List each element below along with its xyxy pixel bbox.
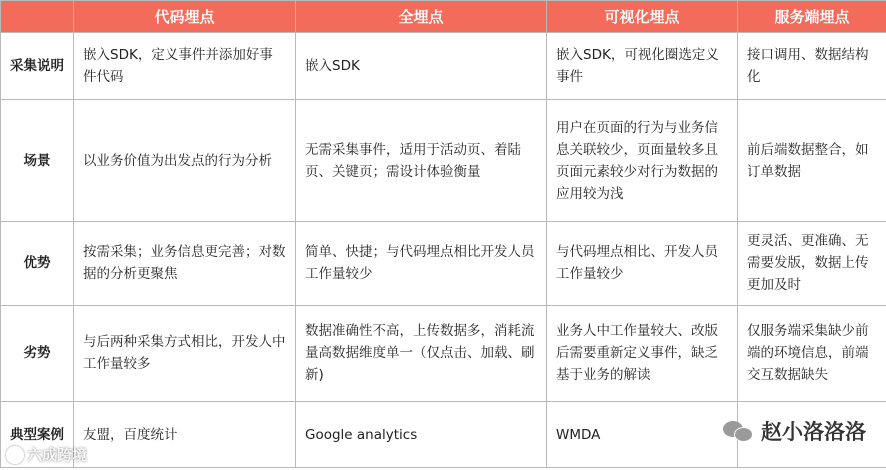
header-visual-tracking: 可视化埋点 <box>547 1 738 33</box>
table-cell: 与后两种采集方式相比，开发人中工作量较多 <box>74 305 296 401</box>
table-row <box>1 33 886 100</box>
table-cell: 数据准确性不高，上传数据多，消耗流量高数据维度单一（仅点击、加载、刷新) <box>296 305 547 401</box>
row-label-disadvantages: 劣势 <box>1 305 74 401</box>
table-cell: 嵌入SDK，可视化圈选定义事件 <box>547 33 738 100</box>
table-row <box>1 100 886 222</box>
table-cell: 嵌入SDK <box>296 33 547 100</box>
row-label-typical-cases: 典型案例 <box>1 402 74 468</box>
row-label-scenario: 场景 <box>1 100 74 222</box>
table-cell: 无需采集事件，适用于活动页、着陆页、关键页；需设计体验衡量 <box>296 100 547 222</box>
table-cell: 按需采集；业务信息更完善；对数据的分析更聚焦 <box>74 221 296 305</box>
row-label-advantages: 优势 <box>1 221 74 305</box>
watermark-right <box>723 416 866 446</box>
watermark-left <box>6 444 87 465</box>
table-cell: 更灵活、更准确、无需要发版，数据上传更加及时 <box>738 221 886 305</box>
header-corner <box>1 1 74 33</box>
table-cell: WMDA <box>547 402 738 468</box>
table-header-row <box>1 1 886 33</box>
row-label-collection: 采集说明 <box>1 33 74 100</box>
table-cell: 接口调用、数据结构化 <box>738 33 886 100</box>
ring-logo-icon <box>6 446 24 464</box>
table-cell: 简单、快捷；与代码埋点相比开发人员工作量较少 <box>296 221 547 305</box>
table-cell: 与代码埋点相比、开发人员工作量较少 <box>547 221 738 305</box>
table-cell: 仅服务端采集缺少前端的环境信息，前端交互数据缺失 <box>738 305 886 401</box>
header-server-tracking: 服务端埋点 <box>738 1 886 33</box>
table-row <box>1 221 886 305</box>
wechat-icon <box>723 419 753 443</box>
watermark-right-text: 赵小洛洛洛 <box>761 420 866 444</box>
table-cell: 友盟，百度统计 <box>74 402 296 468</box>
header-code-tracking: 代码埋点 <box>74 1 296 33</box>
table-cell: 前后端数据整合，如订单数据 <box>738 100 886 222</box>
header-full-tracking: 全埋点 <box>296 1 547 33</box>
table-cell: 嵌入SDK，定义事件并添加好事件代码 <box>74 33 296 100</box>
watermark-left-text: 六成跨境 <box>27 446 88 464</box>
table-cell: 以业务价值为出发点的行为分析 <box>74 100 296 222</box>
table-cell: 业务人中工作量较大、改版后需要重新定义事件，缺乏基于业务的解读 <box>547 305 738 401</box>
table-row <box>1 305 886 401</box>
table-cell: Google analytics <box>296 402 547 468</box>
table-cell: 用户在页面的行为与业务信息关联较少，页面量较多且页面元素较少对行为数据的应用较为浅 <box>547 100 738 222</box>
